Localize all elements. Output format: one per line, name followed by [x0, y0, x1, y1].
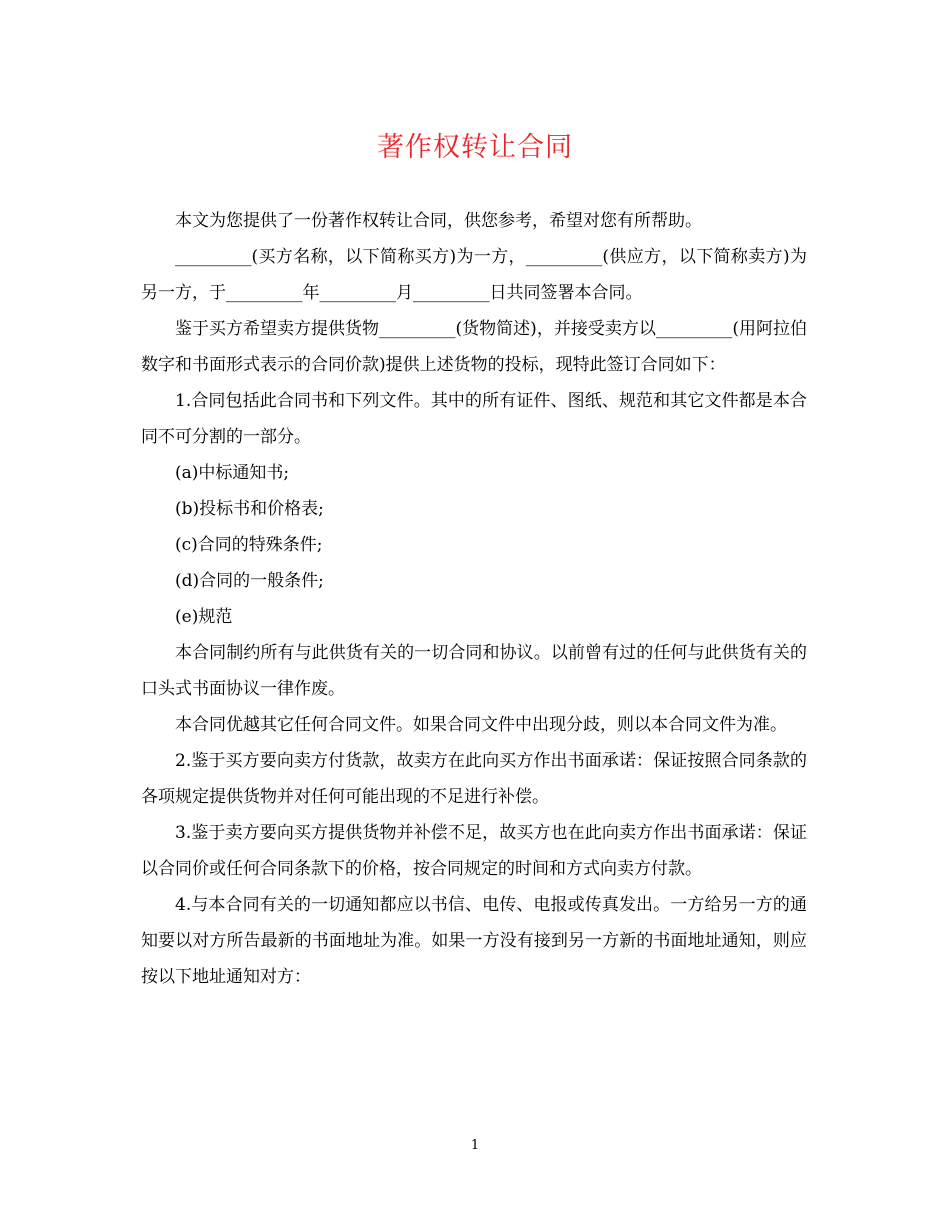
paragraph-supersede: 本合同制约所有与此供货有关的一切合同和协议。以前曾有过的任何与此供货有关的口头式书面协议一律作废。: [141, 643, 807, 699]
paragraph-recital: 鉴于买方希望卖方提供货物_________(货物简述)，并接受卖方以_________(用阿拉伯数字和书面形式表示的合同价款)提供上述货物的投标，现特此签订合同如下：: [141, 319, 807, 375]
paragraph-precedence: 本合同优越其它任何合同文件。如果合同文件中出现分歧，则以本合同文件为准。: [175, 715, 787, 735]
paragraph-clause-1: 1.合同包括此合同书和下列文件。其中的所有证件、图纸、规范和其它文件都是本合同不可分割的一部分。: [141, 391, 807, 447]
page-number: 1: [470, 1138, 480, 1153]
paragraph-intro: 本文为您提供了一份著作权转让合同，供您参考，希望对您有所帮助。: [175, 211, 702, 231]
list-item-a: (a)中标通知书;: [175, 463, 290, 483]
paragraph-clause-2: 2.鉴于买方要向卖方付货款，故卖方在此向买方作出书面承诺：保证按照合同条款的各项规定提供货物并对任何可能出现的不足进行补偿。: [141, 751, 807, 807]
paragraph-parties: _________(买方名称，以下简称买方)为一方，_________(供应方，以下简称卖方)为另一方，于_________年_________月_________日共同签署本合同。: [141, 247, 807, 303]
list-item-c: (c)合同的特殊条件;: [175, 535, 323, 555]
list-item-b: (b)投标书和价格表;: [175, 499, 324, 519]
document-title: 著作权转让合同: [377, 132, 573, 163]
list-item-e: (e)规范: [175, 607, 233, 627]
document-body: [141, 203, 807, 995]
list-item-d: (d)合同的一般条件;: [175, 571, 324, 591]
paragraph-clause-3: 3.鉴于卖方要向买方提供货物并补偿不足，故买方也在此向卖方作出书面承诺：保证以合同价或任何合同条款下的价格，按合同规定的时间和方式向卖方付款。: [141, 823, 807, 879]
paragraph-clause-4: 4.与本合同有关的一切通知都应以书信、电传、电报或传真发出。一方给另一方的通知要以对方所告最新的书面地址为准。如果一方没有接到另一方新的书面地址通知，则应按以下地址通知对方：: [141, 895, 807, 987]
